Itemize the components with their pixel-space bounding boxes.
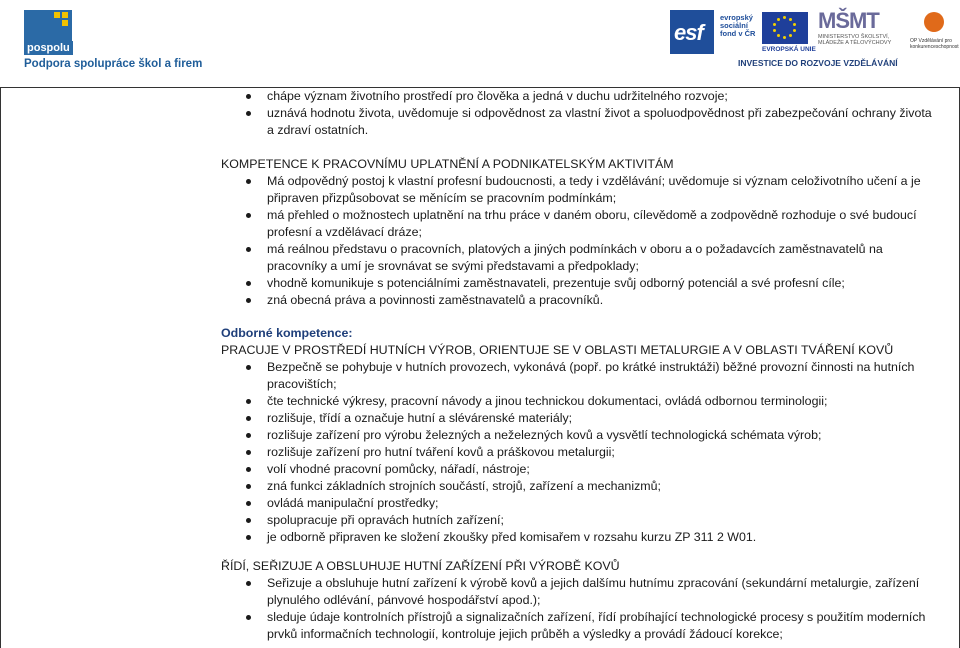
list-item: uznává hodnotu života, uvědomuje si odpovědnost za vlastní život a spoluodpovědnost při zabezpečování ochrany života a zdraví ostatních.	[221, 105, 941, 139]
list-item: vhodně komunikuje s potenciálními zaměstnavateli, prezentuje svůj odborný potenciál a své profesní cíle;	[221, 275, 941, 292]
msmt-logo	[818, 8, 898, 56]
list-item: sleduje údaje kontrolních přístrojů a signalizačních zařízení, řídí probíhající technologické procesy s použitím moderních prvků informačních technologií, kontroluje jejich průběh a výsledky a provádí žádoucí korekce;	[221, 609, 941, 643]
op-label: OP Vzdělávání pro konkurenceschopnost	[910, 38, 959, 50]
bullet-icon	[246, 535, 251, 540]
ridi-list	[221, 575, 941, 643]
bullet-icon	[246, 281, 251, 286]
pospolu-brand: pospolu	[24, 41, 73, 55]
bullet-icon	[246, 365, 251, 370]
list-item: Má odpovědný postoj k vlastní profesní budoucnosti, a tedy i vzdělávání; uvědomuje si význam celoživotního učení a je připraven přizpůsobovat se měnícím se pracovním podmínkám;	[221, 173, 941, 207]
op-vk-logo	[910, 12, 958, 58]
bullet-icon	[246, 518, 251, 523]
list-item: má přehled o možnostech uplatnění na trhu práce v daném oboru, cílevědomě a zodpovědně rozhoduje o své budoucí profesní a vzdělávací dráze;	[221, 207, 941, 241]
partner-logos	[670, 8, 960, 68]
pospolu-tagline: Podpora spolupráce škol a firem	[24, 58, 203, 70]
bullet-icon	[246, 416, 251, 421]
list-item: volí vhodné pracovní pomůcky, nářadí, nástroje;	[221, 461, 941, 478]
bullet-icon	[246, 450, 251, 455]
bullet-icon	[246, 213, 251, 218]
list-item: zná obecná práva a povinnosti zaměstnavatelů a pracovníků.	[221, 292, 941, 309]
pracuje-list	[221, 359, 941, 546]
list-item: ovládá manipulační prostředky;	[221, 495, 941, 512]
bullet-icon	[246, 484, 251, 489]
list-item: rozlišuje, třídí a označuje hutní a slévárenské materiály;	[221, 410, 941, 427]
list-item: čte technické výkresy, pracovní návody a jinou technickou dokumentaci, ovládá odbornou terminologii;	[221, 393, 941, 410]
bullet-icon	[246, 581, 251, 586]
msmt-subtitle: MINISTERSTVO ŠKOLSTVÍ, MLÁDEŽE A TĚLOVÝCHOVY	[818, 34, 892, 46]
bullet-icon	[246, 247, 251, 252]
list-item: spolupracuje při opravách hutních zařízení;	[221, 512, 941, 529]
bullet-icon	[246, 615, 251, 620]
bullet-icon	[246, 399, 251, 404]
invest-slogan: INVESTICE DO ROZVOJE VZDĚLÁVÁNÍ	[738, 58, 898, 68]
bullet-icon	[246, 501, 251, 506]
kompetence-heading: KOMPETENCE K PRACOVNÍMU UPLATNĚNÍ A PODNIKATELSKÝM AKTIVITÁM	[221, 157, 674, 171]
kompetence-list	[221, 173, 941, 309]
list-item: rozlišuje zařízení pro výrobu železných a neželezných kovů a vysvětlí technologická schémata výrob;	[221, 427, 941, 444]
esf-logo: esf	[670, 10, 730, 56]
list-item: zná funkci základních strojních součástí, strojů, zařízení a mechanizmů;	[221, 478, 941, 495]
bullet-icon	[246, 298, 251, 303]
top-list	[221, 88, 941, 139]
empty-left-cell	[1, 88, 219, 648]
odborne-heading: Odborné kompetence:	[221, 326, 353, 340]
msmt-acronym: MŠMT	[818, 8, 879, 33]
list-item: chápe význam životního prostředí pro člověka a jedná v duchu udržitelného rozvoje;	[221, 88, 941, 105]
bullet-icon	[246, 94, 251, 99]
list-item: má reálnou představu o pracovních, platových a jiných podmínkách v oboru a o požadavcích zaměstnavatelů na pracovníky a umí je srovnávat se svými představami a předpoklady;	[221, 241, 941, 275]
bullet-icon	[246, 433, 251, 438]
ridi-heading: ŘÍDÍ, SEŘIZUJE A OBSLUHUJE HUTNÍ ZAŘÍZENÍ PŘI VÝROBĚ KOVŮ	[221, 559, 620, 573]
bullet-icon	[246, 111, 251, 116]
list-item: rozlišuje zařízení pro hutní tváření kovů a práškovou metalurgii;	[221, 444, 941, 461]
esf-label: evropský sociální fond v ČR	[720, 13, 756, 38]
list-item: Bezpečně se pohybuje v hutních provozech, vykonává (popř. po krátké instruktáži) běžné provozní činnosti na hutních pracovištích;	[221, 359, 941, 393]
pracuje-heading: PRACUJE V PROSTŘEDÍ HUTNÍCH VÝROB, ORIENTUJE SE V OBLASTI METALURGIE A V OBLASTI TVÁŘENÍ KOVŮ	[221, 343, 894, 357]
eu-flag-icon	[762, 12, 808, 44]
bullet-icon	[246, 179, 251, 184]
list-item: Seřizuje a obsluhuje hutní zařízení k výrobě kovů a jejich dalšímu hutnímu zpracování (sekundární metalurgie, zařízení plynulého odlévání, pánvové hospodářství apod.);	[221, 575, 941, 609]
content-table	[0, 87, 960, 648]
list-item: je odborně připraven ke složení zkoušky před komisařem v rozsahu kurzu ZP 311 2 W01.	[221, 529, 941, 546]
bullet-icon	[246, 467, 251, 472]
eu-label: EVROPSKÁ UNIE	[762, 46, 816, 53]
